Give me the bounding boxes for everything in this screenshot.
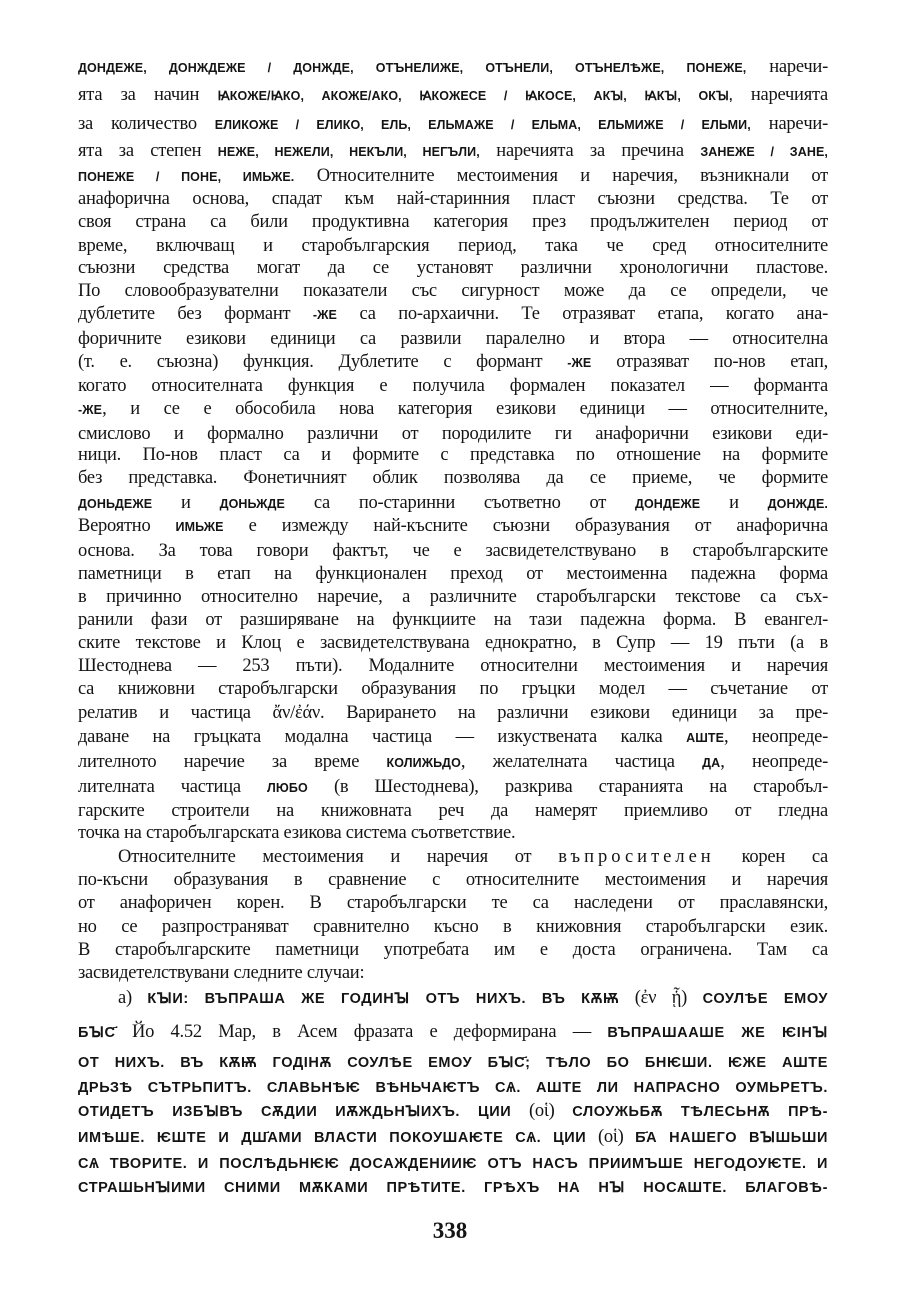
old-bulgarian-text: СЛОУЖЬБѪ ТѢЛЕСЬНѪ ПРѢ-	[572, 1104, 828, 1120]
text-segment: в причинно относително наречие, а различните старобългарски текстове са съх-	[78, 587, 828, 607]
text-segment: (в Шестоднева), разкрива старанията на старобъл-	[307, 777, 828, 797]
text-line	[78, 1099, 828, 1123]
text-line	[78, 677, 828, 701]
text-line	[78, 302, 828, 326]
old-bulgarian-text: ДРЬЗѢ СЪТРЬПИТЪ. СЛАВЬНѢѤ ВѢНЬЧАѤТЪ СѦ. АШТЕ ЛИ НАПРАСНО ОУМЬРЕТЪ.	[78, 1080, 828, 1096]
text-segment: (т. е. съюзна) функция. Дублетите с формант	[78, 352, 568, 372]
text-segment: Шестоднева — 253 пъти). Модалните относителни местоимения и наречия	[78, 656, 828, 676]
text-line	[78, 915, 828, 939]
old-bulgarian-text: НЕЖЕ, НЕЖЕЛИ, НЕКЪЛИ, НЕГЪЛИ,	[217, 145, 480, 159]
text-line	[78, 55, 828, 79]
text-segment: релатив и частица ἄν/ἐάν. Варирането на различни езикови единици за пре-	[78, 703, 828, 723]
old-bulgarian-text: СТРАШЬНꙐИМИ СНИМИ МѪКАМИ ПРѢТИТЕ. ГРѢХЪ НА НꙐ НОСѦШТЕ. БЛАГОВѢ-	[78, 1180, 828, 1196]
old-bulgarian-text: ДОНЬДЕЖЕ	[78, 497, 153, 511]
text-line	[78, 466, 828, 490]
text-segment: лителната частица	[78, 777, 267, 797]
text-segment: е измежду най-късните съюзни образувания от анафорична	[223, 516, 828, 536]
text-segment: Вероятно	[78, 516, 176, 536]
old-bulgarian-text: ИМѢШЕ. ѤШТЕ И ДШ҃АМИ ВЛАСТИ ПОКОУШАѤТЕ СѦ. ЦИИ	[78, 1130, 587, 1146]
old-bulgarian-text: ДОНДЕЖЕ, ДОНЖДЕЖЕ / ДОНЖДЕ, ОТЪНЕЛИЖЕ, ОТЪНЕЛИ, ОТЪНЕЛѢЖЕ, ПОНЕЖЕ,	[78, 61, 747, 75]
text-line	[78, 491, 828, 515]
old-bulgarian-text: АШТЕ	[686, 731, 725, 745]
text-segment: са по-архаични. Те отразяват етапа, когато ана-	[337, 304, 828, 324]
text-line	[78, 775, 828, 799]
text-segment: наречи-	[746, 57, 828, 77]
text-segment: но се разпространяват сравнително късно в книжовния старобългарски език.	[78, 917, 828, 937]
old-bulgarian-text: ДА	[702, 756, 721, 770]
text-segment: смислово и формално различни от породилите ги анафорични езикови еди-	[78, 424, 828, 444]
text-line	[78, 1075, 828, 1099]
text-line	[78, 585, 828, 609]
text-line	[78, 139, 828, 163]
text-segment: наречията	[732, 85, 828, 105]
text-segment: и	[700, 493, 768, 513]
text-segment: корен са	[714, 847, 828, 867]
text-segment: (οἱ)	[586, 1127, 636, 1147]
text-line	[78, 821, 828, 845]
old-bulgarian-text: ИМЬЖЕ	[175, 520, 224, 534]
text-segment: нарeчи-	[750, 114, 828, 134]
text-line	[78, 1050, 828, 1074]
text-segment: , неопреде-	[724, 727, 829, 747]
text-line	[78, 631, 828, 655]
text-segment: По словообразувателни показатели със сигурност може да се определи, че	[78, 281, 828, 301]
text-line	[78, 799, 828, 823]
text-segment: отразяват по-нов етап,	[591, 352, 829, 372]
text-line	[78, 986, 828, 1010]
text-segment: наречията за пречина	[479, 141, 701, 161]
text-segment: Йо 4.52 Мар, в Асем фразата е деформирана —	[115, 1022, 608, 1042]
text-line	[78, 234, 828, 258]
text-segment: ранили фази от разширяване на функциите на тази падежна форма. В евангел-	[78, 610, 828, 630]
text-line	[78, 327, 828, 351]
text-line	[78, 961, 828, 985]
old-bulgarian-text: -ЖЕ	[312, 308, 337, 322]
old-bulgarian-text: -ЖЕ	[567, 356, 592, 370]
old-bulgarian-text: ОТИДЕТЪ ИЗБꙐВЪ СѪДИИ ИѪЖДЬНꙐИХЪ. ЦИИ	[78, 1104, 512, 1120]
text-segment: точка на старобългарската езикова система съответствие.	[78, 823, 516, 843]
text-line	[78, 210, 828, 234]
text-segment: (ἐν ᾗ)	[619, 988, 703, 1008]
text-line	[78, 279, 828, 303]
text-segment: Относителните местоимения и наречия, възникнали от	[294, 166, 828, 186]
old-bulgarian-text: СОУЛѢЕ ЕМОУ	[702, 991, 829, 1007]
text-segment: дублетите без формант	[78, 304, 313, 324]
old-bulgarian-text: ПОНЕЖЕ / ПОНЕ, ИМЬЖЕ.	[78, 170, 295, 184]
old-bulgarian-text: ДОНЖДЕ.	[767, 497, 829, 511]
text-segment: основа. За това говори фактът, че е засвидетелствувано в старобългарските	[78, 541, 828, 561]
text-segment: са по-старинни съответно от	[284, 493, 635, 513]
old-bulgarian-text: ДОНЬЖДЕ	[219, 497, 285, 511]
old-bulgarian-text: ꙖКОЖЕ/ꙖКО, АКОЖЕ/АКО, ꙖКОЖЕСЕ / ꙖКОСЕ, АКꙐ, ꙖКꙐ, ОКꙐ,	[217, 89, 733, 103]
text-line	[78, 350, 828, 374]
text-line	[78, 1125, 828, 1149]
old-bulgarian-text: -ЖЕ	[78, 403, 103, 417]
text-segment: по-късни образувания в сравнение с относителните местоимения и наречия	[78, 870, 828, 890]
text-line	[78, 256, 828, 280]
old-bulgarian-text: Б҃А НАШЕГО ВꙐШЬШИ	[635, 1130, 828, 1146]
old-bulgarian-text: КОЛИЖЬДО	[386, 756, 461, 770]
text-segment: без представка. Фонетичният облик позволява да се приеме, че формите	[78, 468, 828, 488]
text-segment: ята за начин	[78, 85, 218, 105]
text-line	[78, 1020, 828, 1044]
text-segment: Относителните местоимения и наречия от	[118, 847, 559, 867]
old-bulgarian-text: ВЪПРАШААШЕ ЖЕ ѤІНꙐ	[607, 1025, 828, 1041]
text-line	[78, 725, 828, 749]
old-bulgarian-text: ОТ НИХЪ. ВЪ КѪѬ ГОДІНѪ СОУЛѢЕ ЕМОУ БꙐС҃; ТѢЛО БО БНѤШИ. ѤЖЕ АШТЕ	[78, 1055, 828, 1071]
text-segment: своя страна са били продуктивна категория през продължителен период от	[78, 212, 828, 232]
text-line	[78, 539, 828, 563]
text-segment: гарските строители на книжовната реч да намерят приемливо от гледна	[78, 801, 828, 821]
old-bulgarian-text: ДОНДЕЖЕ	[634, 497, 701, 511]
text-segment: засвидетелствувани следните случаи:	[78, 963, 365, 983]
text-line	[78, 891, 828, 915]
text-line	[78, 868, 828, 892]
text-segment: са книжовни старобългарски образувания по гръцки модел — съчетание от	[78, 679, 828, 699]
text-segment: паметници в етап на функционален преход от местоименна падежна форма	[78, 564, 828, 584]
text-segment: когато относителната функция е получила формален показател — форманта	[78, 376, 828, 396]
text-line	[78, 374, 828, 398]
text-segment: за количество	[78, 114, 215, 134]
text-segment: и	[152, 493, 220, 513]
text-line	[78, 938, 828, 962]
text-segment: съюзни средства могат да се установят различни хронологични пластове.	[78, 258, 828, 278]
text-line	[78, 701, 828, 725]
text-segment: форичните езикови единици са развили паралелно и втора — относителна	[78, 329, 828, 349]
old-bulgarian-text: ЛЮБО	[267, 781, 308, 795]
text-line	[78, 750, 828, 774]
text-segment: даване на гръцката модална частица — изкуствената калка	[78, 727, 687, 747]
old-bulgarian-text: СѦ ТВОРИТЕ. И ПОСЛѢДЬНѤѤ ДОСАЖДЕНИИѤ ОТЪ НАСЪ ПРИИМЪШЕ НЕГОДОУѤТЕ. И	[78, 1156, 828, 1172]
text-segment: време, включващ и старобългарския период, така че сред относителните	[78, 236, 828, 256]
old-bulgarian-text: ЕЛИКОЖЕ / ЕЛИКО, ЕЛЬ, ЕЛЬМАЖЕ / ЕЛЬМА, ЕЛЬМИЖЕ / ЕЛЬМИ,	[214, 118, 751, 132]
text-line	[78, 514, 828, 538]
text-line	[78, 845, 828, 869]
text-segment: В старобългарските паметници употребата им е доста ограничена. Там са	[78, 940, 828, 960]
text-segment: ята за степен	[78, 141, 218, 161]
old-bulgarian-text: КꙐИ: ВЪПРАША ЖЕ ГОДИНꙐ ОТЪ НИХЪ. ВЪ КѪѬ	[147, 991, 620, 1007]
spaced-emphasis-text: въпросителен	[558, 847, 715, 867]
text-line	[78, 112, 828, 136]
text-segment: ници. По-нов пласт са и формите с представка по отношение на формите	[78, 445, 828, 465]
text-segment: а)	[118, 988, 148, 1008]
text-line	[78, 443, 828, 467]
old-bulgarian-text: БꙐС҃	[78, 1025, 116, 1041]
text-segment: , и се е обособила нова категория езикови единици — относителните,	[102, 399, 828, 419]
text-segment: лителното наречие за време	[78, 752, 387, 772]
text-line	[78, 83, 828, 107]
text-line	[78, 654, 828, 678]
text-line	[78, 187, 828, 211]
text-segment: анафорична основа, спадат към най-старинния пласт съюзни средства. Те от	[78, 189, 828, 209]
text-segment: , неопреде-	[720, 752, 828, 772]
text-segment: от анафоричен корен. В старобългарски те са наследени от праславянски,	[78, 893, 828, 913]
text-line	[78, 397, 828, 421]
old-bulgarian-text: ЗАНЕЖЕ / ЗАНЕ,	[700, 145, 828, 159]
text-segment: (οἱ)	[511, 1101, 573, 1121]
text-line	[78, 562, 828, 586]
text-segment: , желателната частица	[460, 752, 703, 772]
text-line	[78, 1175, 828, 1199]
text-line	[78, 164, 828, 188]
text-line	[78, 1151, 828, 1175]
text-segment: ските текстове и Клоц е засвидетелствувана еднократно, в Супр — 19 пъти (а в	[78, 633, 828, 653]
page-number: 338	[432, 1218, 468, 1243]
text-line	[78, 608, 828, 632]
